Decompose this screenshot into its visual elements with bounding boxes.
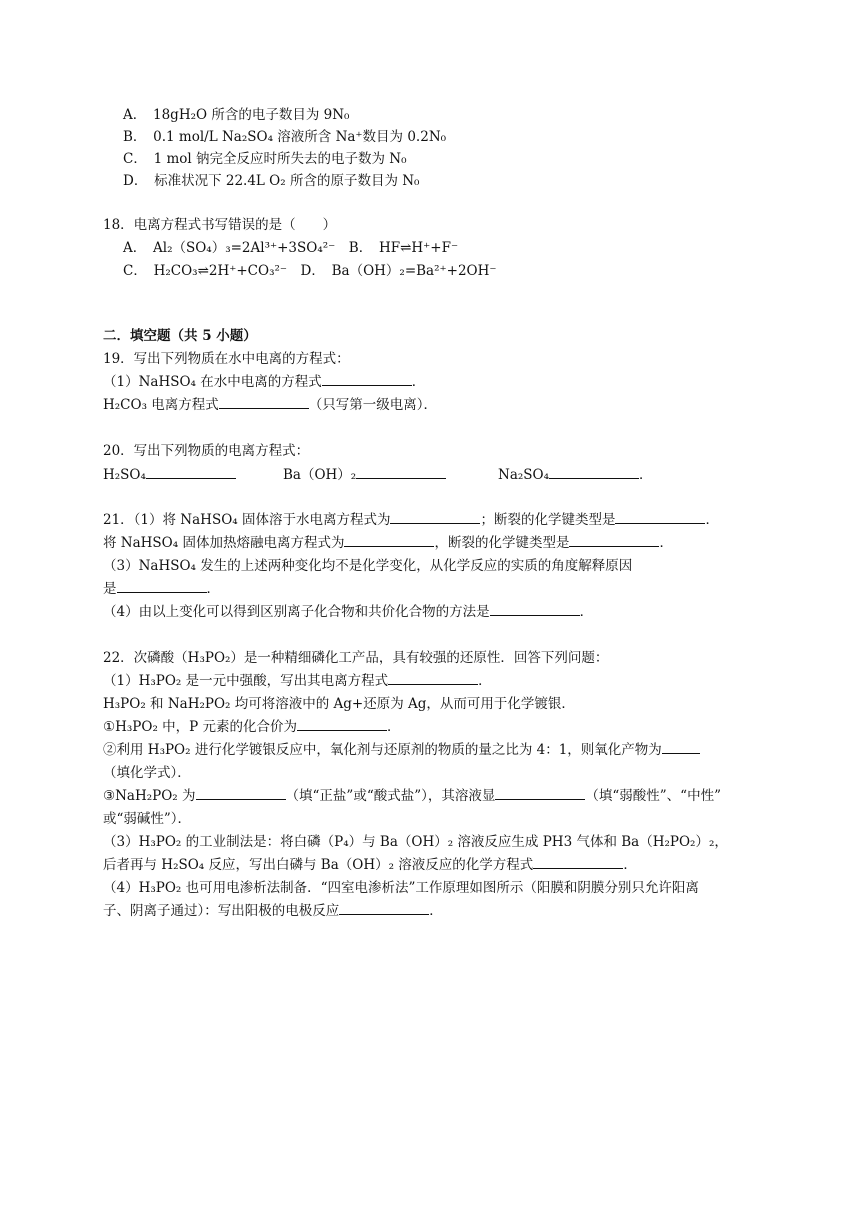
q22-sub2-text: ②利用 H₃PO₂ 进行化学镀银反应中，氧化剂与还原剂的物质的量之比为 4：1，则氧化产物为 xyxy=(103,742,662,758)
q19-part2-end: （只写第一级电离）． xyxy=(308,397,438,413)
q22-part4-end: ． xyxy=(429,903,443,919)
q22-part4-cont-text: 子、阴离子通过）：写出阳极的电极反应 xyxy=(103,903,340,919)
answer-blank[interactable] xyxy=(196,785,286,800)
q21-part3-end: ． xyxy=(206,581,220,597)
answer-blank[interactable] xyxy=(495,785,585,800)
q17-option-b: B． 0.1 mol/L Na₂SO₄ 溶液所含 Na⁺数目为 0.2N₀ xyxy=(123,129,447,145)
q19-part2-text: H₂CO₃ 电离方程式 xyxy=(103,397,219,413)
q20-formula-2 xyxy=(283,464,446,487)
q22-sub1-text: ①H₃PO₂ 中，P 元素的化合价为 xyxy=(103,719,298,735)
section-title-text: 二．填空题（共 5 小题） xyxy=(103,328,257,344)
q22-sub3-cont: 或“弱碱性”）． xyxy=(103,811,192,827)
q21-part4-text: （4）由以上变化可以得到区别离子化合物和共价化合物的方法是 xyxy=(103,604,490,620)
q22-part1-end: ． xyxy=(478,673,492,689)
q21-part4-end: ． xyxy=(579,604,594,620)
q18-stem: 18．电离方程式书写错误的是（ ） xyxy=(103,217,337,233)
answer-blank[interactable] xyxy=(146,464,236,479)
q21-part1 xyxy=(103,509,719,532)
q20-formula-1 xyxy=(103,464,236,487)
q21-part3-cont-text: 是 xyxy=(103,581,117,597)
q22-part1 xyxy=(103,670,492,693)
q21-part2-mid: ，断裂的化学键类型是 xyxy=(434,535,570,551)
answer-blank[interactable] xyxy=(490,601,580,616)
q20-formula-2-text: Ba（OH）₂ xyxy=(283,467,357,483)
answer-blank[interactable] xyxy=(569,532,659,547)
answer-blank[interactable] xyxy=(533,854,623,869)
q20-stem: 20．写出下列物质的电离方程式： xyxy=(103,443,310,459)
q21-part4 xyxy=(103,601,593,624)
answer-blank[interactable] xyxy=(344,532,434,547)
q19-part1-text: （1）NaHSO₄ 在水中电离的方程式 xyxy=(103,374,322,390)
q22-part3-end: ． xyxy=(623,857,637,873)
q22-sub1-end: ． xyxy=(387,719,401,735)
q21-part3-cont xyxy=(103,578,220,601)
q22-sub3-mid: （填“正盐”或“酸式盐”），其溶液显 xyxy=(285,788,496,804)
q22-part3-cont-text: 后者再与 H₂SO₄ 反应，写出白磷与 Ba（OH）₂ 溶液反应的化学方程式 xyxy=(103,857,534,873)
q22-part4: （4）H₃PO₂ 也可用电渗析法制备．“四室电渗析法”工作原理如图所示（阳膜和阴膜分别只允许阳离 xyxy=(103,880,699,896)
q20-formula-3 xyxy=(498,464,653,487)
q20-formula-1-text: H₂SO₄ xyxy=(103,467,146,483)
answer-blank[interactable] xyxy=(388,670,478,685)
q21-part1-mid: ；断裂的化学键类型是 xyxy=(480,512,616,528)
q22-sub3-end: （填“弱酸性”、“中性” xyxy=(585,788,721,804)
q22-sub3 xyxy=(103,785,721,808)
q19-part1 xyxy=(103,371,425,394)
q22-part3: （3）H₃PO₂ 的工业制法是：将白磷（P₄）与 Ba（OH）₂ 溶液反应生成 PH3 气体和 Ba（H₂PO₂）₂， xyxy=(103,834,728,850)
q21-part2-end: ． xyxy=(659,535,673,551)
q21-part3: （3）NaHSO₄ 发生的上述两种变化均不是化学变化，从化学反应的实质的角度解释原因 xyxy=(103,558,633,574)
q18-options-cd: C． H₂CO₃⇌2H⁺+CO₃²⁻ D． Ba（OH）₂=Ba²⁺+2OH⁻ xyxy=(123,263,497,279)
answer-blank[interactable] xyxy=(219,394,309,409)
answer-blank[interactable] xyxy=(356,464,446,479)
q21-part2-text: 将 NaHSO₄ 固体加热熔融电离方程式为 xyxy=(103,535,345,551)
q22-part2: H₃PO₂ 和 NaH₂PO₂ 均可将溶液中的 Ag+还原为 Ag，从而可用于化学镀银． xyxy=(103,696,575,712)
q19-stem: 19．写出下列物质在水中电离的方程式： xyxy=(103,351,350,367)
answer-blank[interactable] xyxy=(322,371,412,386)
q17-option-c: C． 1 mol 钠完全反应时所失去的电子数为 N₀ xyxy=(123,151,407,167)
q22-sub2-cont: （填化学式）． xyxy=(103,765,191,781)
answer-blank[interactable] xyxy=(662,739,700,754)
q20-end: ． xyxy=(639,467,653,483)
q22-part1-text: （1）H₃PO₂ 是一元中强酸，写出其电离方程式 xyxy=(103,673,389,689)
answer-blank[interactable] xyxy=(549,464,639,479)
q17-option-d: D． 标准状况下 22.4L O₂ 所含的原子数目为 N₀ xyxy=(123,173,420,189)
section-title xyxy=(103,325,257,348)
q20-formula-3-text: Na₂SO₄ xyxy=(498,467,550,483)
answer-blank[interactable] xyxy=(390,509,480,524)
q22-sub1 xyxy=(103,716,401,739)
q21-part2 xyxy=(103,532,673,555)
answer-blank[interactable] xyxy=(339,900,429,915)
answer-blank[interactable] xyxy=(297,716,387,731)
q22-stem: 22．次磷酸（H₃PO₂）是一种精细磷化工产品，具有较强的还原性．回答下列问题： xyxy=(103,650,609,666)
q21-part1-end: ． xyxy=(705,512,719,528)
q19-part2 xyxy=(103,394,437,417)
q21-part1-text: 21．（1）将 NaHSO₄ 固体溶于水电离方程式为 xyxy=(103,512,391,528)
q22-part4-cont xyxy=(103,900,443,923)
q18-options-ab: A． Al₂（SO₄）₃=2Al³⁺+3SO₄²⁻ B． HF⇌H⁺+F⁻ xyxy=(123,240,459,256)
q22-part3-cont xyxy=(103,854,637,877)
answer-blank[interactable] xyxy=(615,509,705,524)
q19-part1-end: ． xyxy=(411,374,426,390)
q17-option-a: A． 18gH₂O 所含的电子数目为 9N₀ xyxy=(123,107,350,123)
q22-sub3-text: ③NaH₂PO₂ 为 xyxy=(103,788,196,804)
q22-sub2 xyxy=(103,739,700,762)
answer-blank[interactable] xyxy=(117,578,207,593)
